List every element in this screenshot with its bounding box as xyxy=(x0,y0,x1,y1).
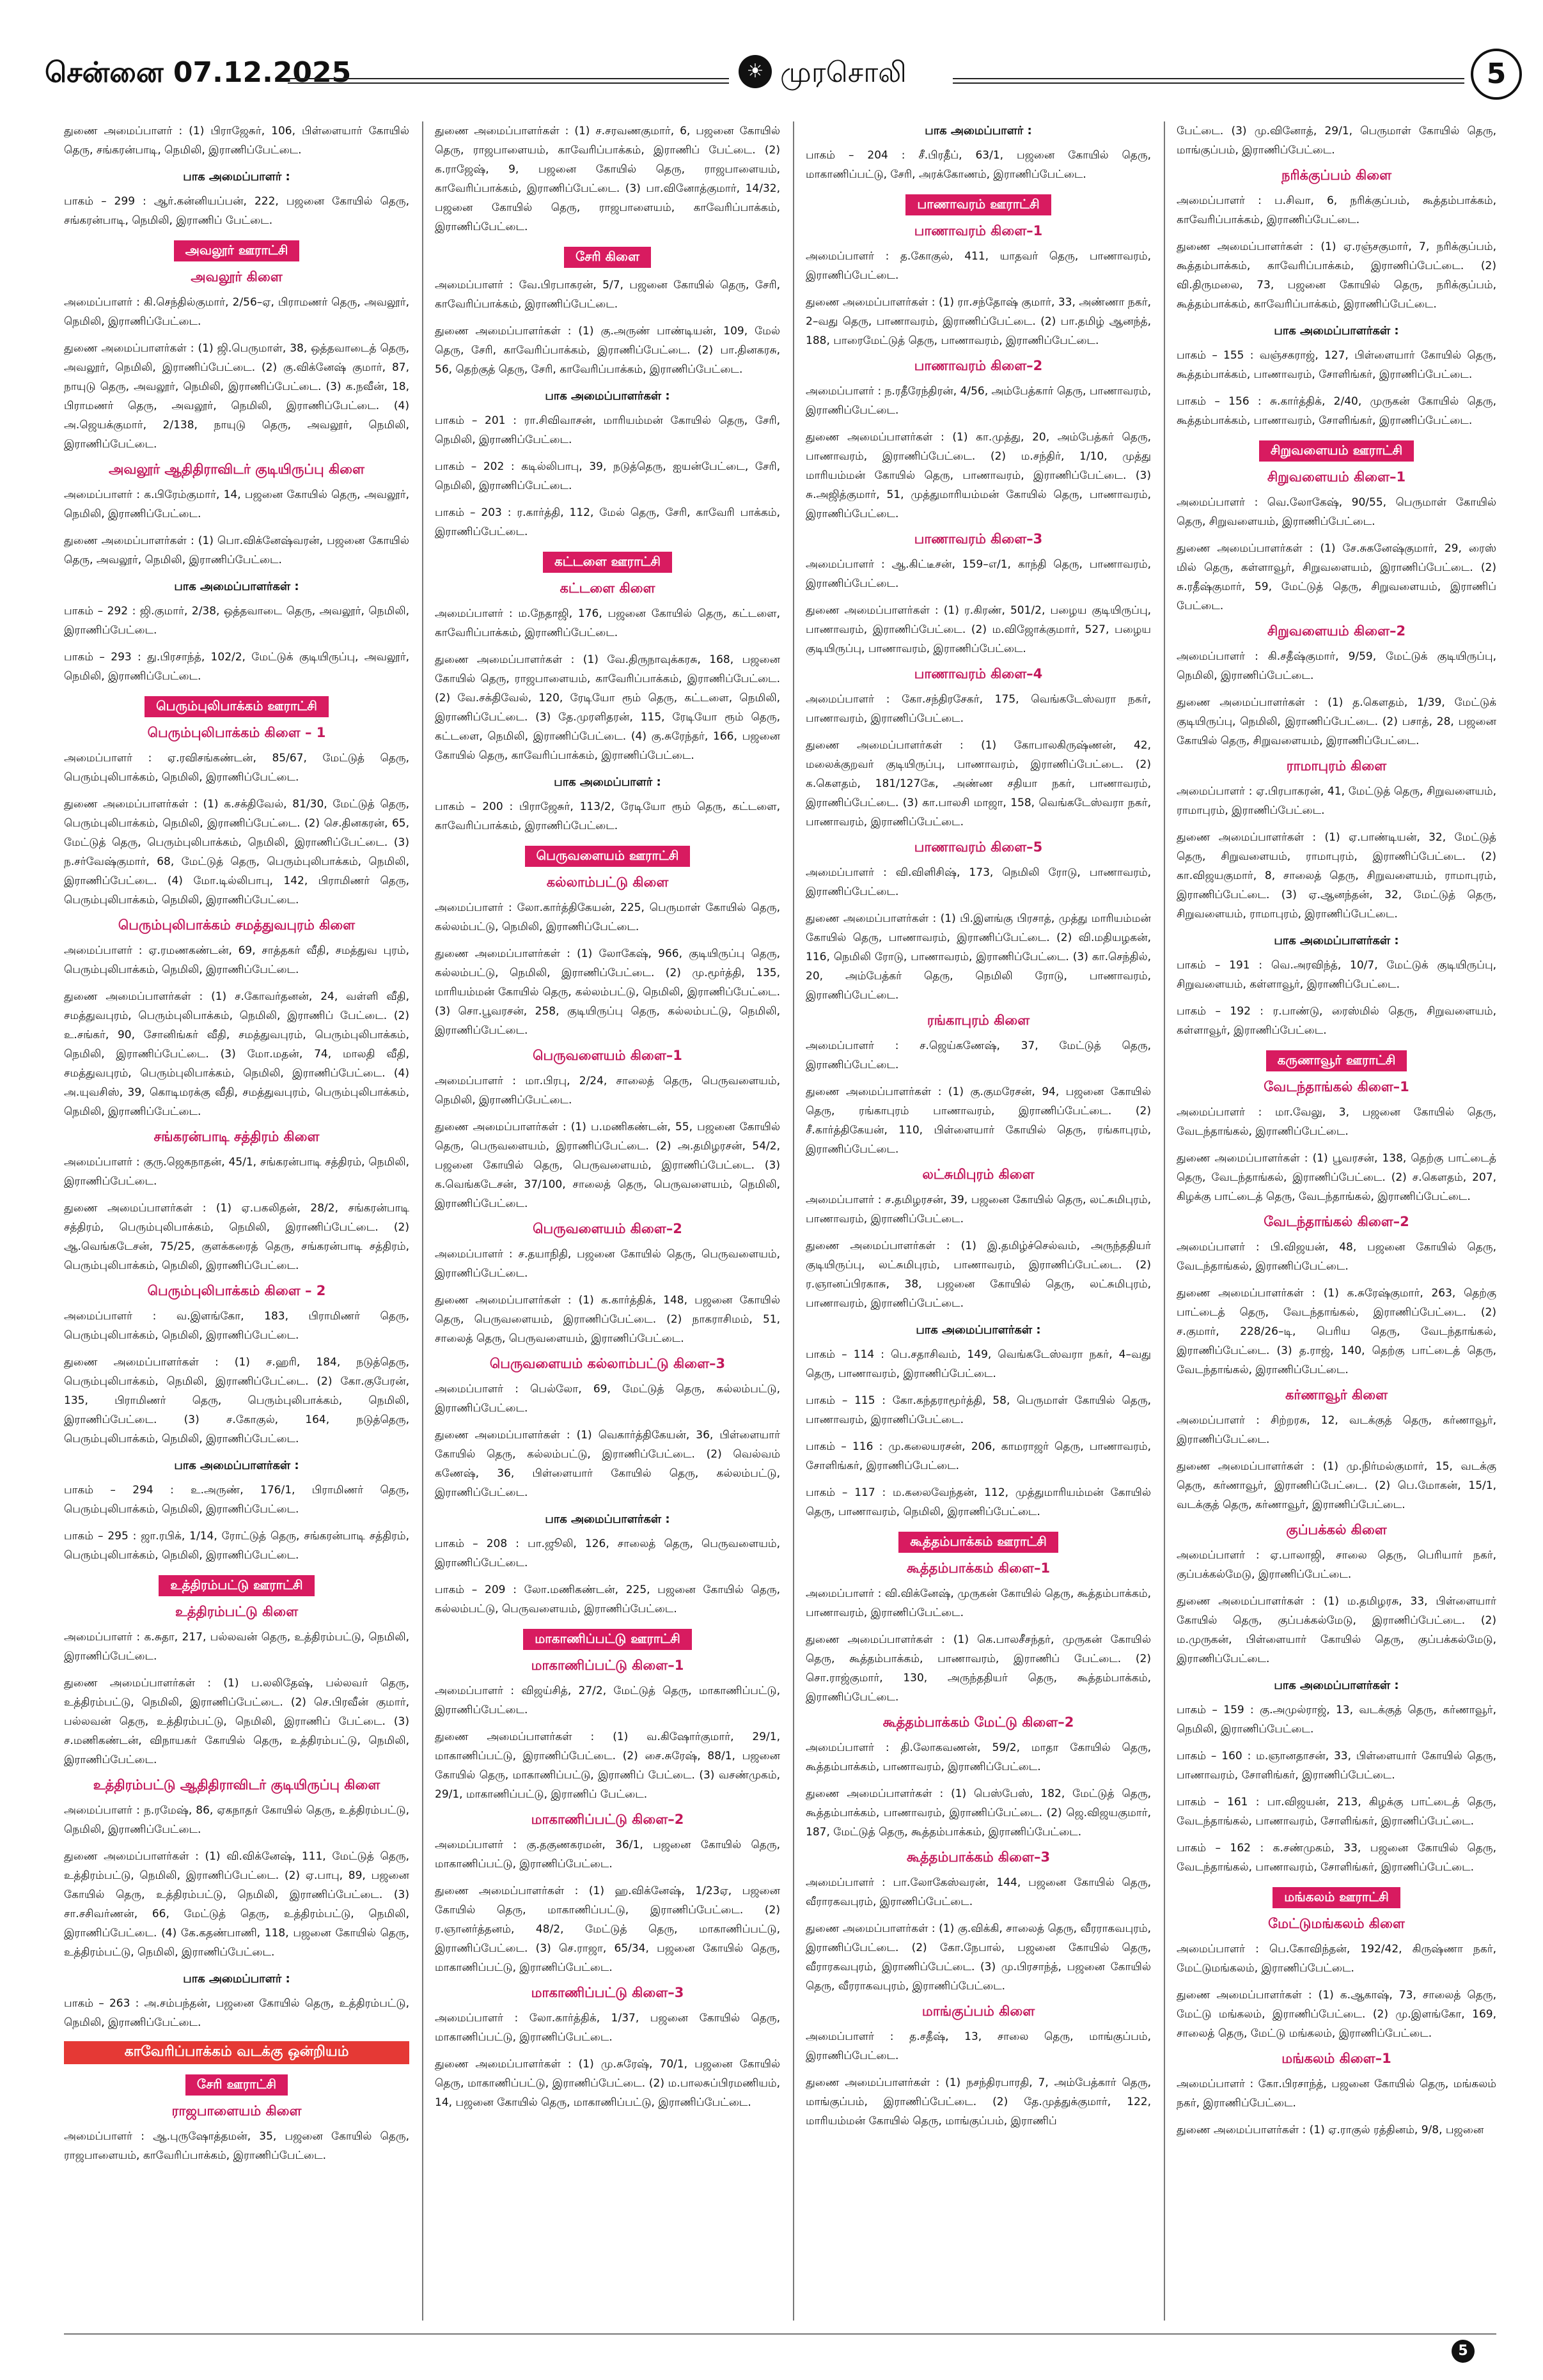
entry: பாகம் – 115 : கோ.கந்தராமூர்த்தி, 58, பெருமாள் கோயில் தெரு, பாணாவரம், இராணிப்பேட்டை. xyxy=(806,1394,1151,1426)
section-label: பாக அமைப்பாளர் : xyxy=(183,170,290,183)
branch-heading: பெரும்புலிபாக்கம் கிளை – 1 xyxy=(147,725,326,740)
column-3 xyxy=(806,121,1151,2321)
entry: பாகம் – 191 : வெ.அரவிந்த், 10/7, மேட்டுக் குடியிருப்பு, சிறுவளையம், கள்ளாவூர், இராணிப்பேட்டை. xyxy=(1177,959,1496,991)
section-label: பாக அமைப்பாளர்கள் : xyxy=(1274,1679,1399,1692)
entry: பாகம் – 295 : ஜா.ரபிக், 1/14, ரோட்டுத் தெரு, சங்கரன்பாடி சத்திரம், பெரும்புலிபாக்கம், நெமிலி, இராணிப்பேட்டை. xyxy=(64,1530,409,1562)
entry: பேட்டை. (3) மு.வினோத், 29/1, பெருமாள் கோயில் தெரு, மாங்குப்பம், இராணிப்பேட்டை. xyxy=(1177,125,1496,157)
entry: பாகம் – 162 : க.சண்முகம், 33, பஜனை கோயில் தெரு, வேடந்தாங்கல், பாணாவரம், சோளிங்கர், இராணிப்பேட்டை. xyxy=(1177,1842,1496,1874)
column-4 xyxy=(1177,121,1496,2321)
entry: துணை அமைப்பாளர்கள் : (1) க.கார்த்திக், 148, பஜனை கோயில் தெரு, பெருவளையம், இராணிப்பேட்டை. (2) நாகராசிமம், 51, சாலைத் தெரு, பெருவளையம், இராணிப்பேட்டை. xyxy=(435,1294,780,1345)
entry: அமைப்பாளர் : ப.சிவா, 6, நரிக்குப்பம், கூத்தம்பாக்கம், காவேரிப்பாக்கம், இராணிப்பேட்டை. xyxy=(1177,194,1496,226)
branch-heading: மங்கலம் கிளை–1 xyxy=(1281,2051,1391,2066)
section-label: பாக அமைப்பாளர்கள் : xyxy=(174,580,299,593)
entry: அமைப்பாளர் : லோ.கார்த்திகேயன், 225, பெருமாள் கோயில் தெரு, கல்லம்பட்டு, நெமிலி, இராணிப்பேட்டை. xyxy=(435,901,780,933)
branch-heading: பாணாவரம் கிளை–2 xyxy=(914,358,1043,373)
branch-heading: உத்திரம்பட்டு கிளை xyxy=(175,1604,299,1619)
entry: துணை அமைப்பாளர்கள் : (1) ஏ.ராகுல் ரத்தினம், 9/8, பஜனை xyxy=(1177,2124,1484,2136)
entry: துணை அமைப்பாளர்கள் : (1) ப.மணிகண்டன், 55, பஜனை கோயில் தெரு, பெருவளையம், இராணிப்பேட்டை. (2) அ.தமிழரசன், 54/2, பஜனை கோயில் தெரு, பெருவளையம், இராணிப்பேட்டை. (3) க.வெங்கடேசன், 37/100, சாலைத் தெரு, பெருவளையம், நெமிலி, இராணிப்பேட்டை. xyxy=(435,1121,780,1210)
entry: அமைப்பாளர் : ச.தமிழரசன், 39, பஜனை கோயில் தெரு, லட்சுமிபுரம், பாணாவரம், இராணிப்பேட்டை. xyxy=(806,1194,1151,1225)
entry: பாகம் – 263 : அ.சம்பந்தன், பஜனை கோயில் தெரு, உத்திரம்பட்டு, நெமிலி, இராணிப்பேட்டை. xyxy=(64,1997,409,2029)
column-divider xyxy=(1164,121,1165,2321)
column-divider xyxy=(793,121,794,2321)
entry: துணை அமைப்பாளர்கள் : (1) ஏ.பகலிதன், 28/2, சங்கரன்பாடி சத்திரம், பெரும்புலிபாக்கம், நெமிலி, இராணிப்பேட்டை. (2) ஆ.வெங்கடேசன், 75/25, குளக்கரைத் தெரு, சங்கரன்பாடி சத்திரம், பெரும்புலிபாக்கம், நெமிலி, இராணிப்பேட்டை. xyxy=(64,1202,409,1272)
entry: அமைப்பாளர் : க.பிரேம்குமார், 14, பஜனை கோயில் தெரு, அவலூர், நெமிலி, இராணிப்பேட்டை. xyxy=(64,488,409,520)
entry: துணை அமைப்பாளர்கள் : (1) பூவரசன், 138, தெற்கு பாட்டைத் தெரு, வேடந்தாங்கல், இராணிப்பேட்டை. (2) ச.கௌதம், 207, கிழக்கு பாட்டைத் தெரு, வேடந்தாங்கல், இராணிப்பேட்டை. xyxy=(1177,1152,1496,1203)
entry: பாகம் – 204 : சீ.பிரதீப், 63/1, பஜனை கோயில் தெரு, மாகாணிப்பட்டு, சேரி, அரக்கோணம், இராணிப்பேட்டை. xyxy=(806,149,1151,181)
entry: துணை அமைப்பாளர்கள் : (1) கு.குமரேசன், 94, பஜனை கோயில் தெரு, ரங்காபுரம் பாணாவரம், இராணிப்பேட்டை. (2) சீ.கார்த்திகேயன், 110, பிள்ளையார் கோயில் தெரு, ரங்காபுரம், இராணிப்பேட்டை. xyxy=(806,1085,1151,1156)
column-1 xyxy=(64,121,409,2321)
entry: அமைப்பாளர் : ச.ஜெய்கணேஷ், 37, மேட்டுத் தெரு, இராணிப்பேட்டை. xyxy=(806,1039,1151,1071)
entry: அமைப்பாளர் : பெல்லோ, 69, மேட்டுத் தெரு, கல்லம்பட்டு, இராணிப்பேட்டை. xyxy=(435,1383,780,1415)
masthead-rule-right xyxy=(953,78,1464,84)
entry: துணை அமைப்பாளர்கள் : (1) வெகார்த்திகேயன், 36, பிள்ளையார் கோயில் தெரு, கல்லம்பட்டு, இராணிப்பேட்டை. (2) வெல்வம் கணேஷ், 36, பிள்ளையார் கோயில் தெரு, கல்லம்பட்டு, இராணிப்பேட்டை. xyxy=(435,1429,780,1499)
entry: அமைப்பாளர் : ஏ.பாலாஜி, சாலை தெரு, பெரியார் நகர், குப்பக்கல்மேடு, இராணிப்பேட்டை. xyxy=(1177,1549,1496,1581)
panchayat-heading: சிறுவளையம் ஊராட்சி xyxy=(1177,440,1496,462)
entry: துணை அமைப்பாளர்கள் : (1) இ.தமிழ்ச்செல்வம், அருந்ததியர் குடியிருப்பு, லட்சுமிபுரம், பாணாவரம், இராணிப்பேட்டை. (2) ர.ஞானப்பிரகாசு, 38, பஜனை கோயில் தெரு, லட்சுமிபுரம், பாணாவரம், இராணிப்பேட்டை. xyxy=(806,1240,1151,1310)
branch-heading: நரிக்குப்பம் கிளை xyxy=(1281,167,1392,183)
entry: பாகம் – 209 : லோ.மணிகண்டன், 225, பஜனை கோயில் தெரு, கல்லம்பட்டு, பெருவளையம், இராணிப்பேட்டை. xyxy=(435,1583,780,1615)
branch-heading: ரங்காபுரம் கிளை xyxy=(927,1013,1030,1028)
entry: பாகம் – 203 : ர.கார்த்தி, 112, மேல் தெரு, சேரி, காவேரி பாக்கம், இராணிப்பேட்டை. xyxy=(435,506,780,538)
panchayat-heading: பாணாவரம் ஊராட்சி xyxy=(806,194,1151,215)
entry: பாகம் – 156 : சு.கார்த்திக், 2/40, முருகன் கோயில் தெரு, கூத்தம்பாக்கம், பாணாவரம், சோளிங்கர், இராணிப்பேட்டை. xyxy=(1177,395,1496,427)
entry: துணை அமைப்பாளர்கள் : (1) வே.திருநாவுக்கரசு, 168, பஜனை கோயில் தெரு, ராஜபாளையம், காவேரிப்பாக்கம், இராணிப்பேட்டை. (2) வே.சக்திவேல், 120, ரேடியோ ரூம் தெரு, கட்டளை, நெமிலி, இராணிப்பேட்டை. (3) தே.முரளிதரன், 115, ரேடியோ ரூம் தெரு, கட்டளை, நெமிலி, இராணிப்பேட்டை. (4) கு.சுரேந்தர், 166, பஜனை கோயில் தெரு, காவேரிப்பாக்கம், இராணிப்பேட்டை. xyxy=(435,653,780,762)
branch-heading: லட்சுமிபுரம் கிளை xyxy=(922,1167,1035,1182)
entry: அமைப்பாளர் : மா.பிரபு, 2/24, சாலைத் தெரு, பெருவளையம், நெமிலி, இராணிப்பேட்டை. xyxy=(435,1075,780,1107)
entry: பாகம் – 159 : கு.அமுல்ராஜ், 13, வடக்குத் தெரு, கர்ணாவூர், நெமிலி, இராணிப்பேட்டை. xyxy=(1177,1704,1496,1736)
entry: பாகம் – 292 : ஜி.குமார், 2/38, ஒத்தவாடை தெரு, அவலூர், நெமிலி, இராணிப்பேட்டை. xyxy=(64,605,409,637)
entry: அமைப்பாளர் : ஏ.ரமணகண்டன், 69, சாத்தகர் வீதி, சமத்துவ புரம், பெரும்புலிபாக்கம், நெமிலி, இராணிப்பேட்டை. xyxy=(64,944,409,976)
entry: பாகம் – 299 : ஆர்.கன்னியப்பன், 222, பஜனை கோயில் தெரு, சங்கரன்பாடி, நெமிலி, இராணிப் பேட்டை. xyxy=(64,195,409,227)
entry: துணை அமைப்பாளர்கள் : (1) ச.ஹரி, 184, நடுத்தெரு, பெரும்புலிபாக்கம், நெமிலி, இராணிப்பேட்டை. (2) கோ.குபேரன், 135, பிராமிணர் தெரு, பெரும்புலிபாக்கம், நெமிலி, இராணிப்பேட்டை. (3) ச.கோகுல், 164, நடுத்தெரு, பெரும்புலிபாக்கம், நெமிலி, இராணிப்பேட்டை. xyxy=(64,1356,409,1445)
branch-heading: வேடந்தாங்கல் கிளை–1 xyxy=(1264,1079,1409,1094)
rising-sun-logo-icon: ☀ xyxy=(739,55,772,88)
entry: அமைப்பாளர் : கி.சதீஷ்குமார், 9/59, மேட்டுக் குடியிருப்பு, நெமிலி, இராணிப்பேட்டை. xyxy=(1177,650,1496,682)
entry: அமைப்பாளர் : கோ.பிரசாந்த், பஜனை கோயில் தெரு, மங்கலம் நகர், இராணிப்பேட்டை. xyxy=(1177,2078,1496,2110)
branch-heading: கட்டளை கிளை xyxy=(560,580,655,596)
section-label: பாக அமைப்பாளர்கள் : xyxy=(174,1459,299,1472)
entry: துணை அமைப்பாளர்கள் : (1) மு.சுரேஷ், 70/1, பஜனை கோயில் தெரு, மாகாணிப்பட்டு, இராணிப்பேட்டை. (2) ம.பாலசுப்பிரமணியம், 14, பஜனை கோயில் தெரு, மாகாணிப்பட்டு, இராணிப்பேட்டை. xyxy=(435,2058,780,2109)
branch-heading: பாணாவரம் கிளை–1 xyxy=(914,223,1043,238)
panchayat-heading: மங்கலம் ஊராட்சி xyxy=(1177,1887,1496,1908)
page-number: 5 xyxy=(1471,49,1522,100)
entry: பாகம் – 293 : து.பிரசாந்த், 102/2, மேட்டுக் குடியிருப்பு, அவலூர், நெமிலி, இராணிப்பேட்டை. xyxy=(64,651,409,683)
entry: துணை அமைப்பாளர்கள் : (1) கோபாலகிருஷ்ணன், 42, மலைக்குறவர் குடியிருப்பு, பாணாவரம், இராணிப்பேட்டை. (2) க.கௌதம், 181/127கே, அண்ண சதியா நகர், பாணாவரம், இராணிப்பேட்டை. (3) கா.பாலசி மாஜா, 158, வெங்கடேஸ்வரா நகர், பாணாவரம், இராணிப்பேட்டை. xyxy=(806,739,1151,828)
section-label: பாக அமைப்பாளர்கள் : xyxy=(545,1513,670,1526)
entry: அமைப்பாளர் : ந.ரமேஷ், 86, ஏகநாதர் கோயில் தெரு, உத்திரம்பட்டு, நெமிலி, இராணிப்பேட்டை. xyxy=(64,1804,409,1836)
entry: துணை அமைப்பாளர்கள் : (1) வி.விக்னேஷ், 111, மேட்டுத் தெரு, உத்திரம்பட்டு, நெமிலி, இராணிப்பேட்டை. (2) ஏ.பாபு, 89, பஜனை கோயில் தெரு, உத்திரம்பட்டு, நெமிலி, இராணிப்பேட்டை. (3) சா.சசிவர்ணன், 66, மேட்டுத் தெரு, உத்திரம்பட்டு, நெமிலி, இராணிப்பேட்டை. (4) கே.கதண்பாணி, 118, பஜனை கோயில் தெரு, உத்திரம்பட்டு, நெமிலி, இராணிப்பேட்டை. xyxy=(64,1850,409,1959)
article-columns xyxy=(64,121,1496,2321)
entry: துணை அமைப்பாளர்கள் : (1) லோகேஷ், 966, குடியிருப்பு தெரு, கல்லம்பட்டு, நெமிலி, இராணிப்பேட்டை. (2) மு.மூர்த்தி, 135, மாரியம்மன் கோயில் தெரு, கல்லம்பட்டு, நெமிலி, இராணிப்பேட்டை. (3) சொ.பூவரசன், 258, குடியிருப்பு தெரு, கல்லம்பட்டு, நெமிலி, இராணிப்பேட்டை. xyxy=(435,947,780,1037)
footer-page-number: 5 xyxy=(1452,2340,1475,2363)
column-divider xyxy=(422,121,423,2321)
branch-heading: கல்லாம்பட்டு கிளை xyxy=(546,875,669,890)
panchayat-heading: கருணாவூர் ஊராட்சி xyxy=(1177,1050,1496,1071)
entry: துணை அமைப்பாளர்கள் : (1) க.ஆகாஷ், 73, சாலைத் தெரு, மேட்டு மங்கலம், இராணிப்பேட்டை. (2) மு.இளங்கோ, 169, சாலைத் தெரு, மேட்டு மங்கலம், இராணிப்பேட்டை. xyxy=(1177,1989,1496,2040)
entry: துணை அமைப்பாளர்கள் : (1) பெஸ்பேஸ், 182, மேட்டுத் தெரு, கூத்தம்பாக்கம், பாணாவரம், இராணிப்பேட்டை. (2) ஜெ.விஜயகுமார், 187, மேட்டுத் தெரு, கூத்தம்பாக்கம், இராணிப்பேட்டை. xyxy=(806,1787,1151,1839)
entry: துணை அமைப்பாளர்கள் : (1) கெ.பாலசீசந்தர், முருகன் கோயில் தெரு, கூத்தம்பாக்கம், பாணாவரம், இராணிப் பேட்டை. (2) சொ.ராஜ்குமார், 130, அருந்ததியர் தெரு, கூத்தம்பாக்கம், இராணிப்பேட்டை. xyxy=(806,1633,1151,1704)
newspaper-name: முரசொலி xyxy=(780,56,907,89)
branch-heading: பெரும்புலிபாக்கம் கிளை – 2 xyxy=(147,1283,326,1298)
entry: துணை அமைப்பாளர்கள் : (1) ப.லலிதேஷ், பல்லவர் தெரு, உத்திரம்பட்டு, நெமிலி, இராணிப்பேட்டை. (2) செ.பிரவீன் குமார், பல்லவன் தெரு, உத்திரம்பட்டு, நெமிலி, இராணிப் பேட்டை. (3) ச.மணிகண்டன், விநாயகர் கோயில் தெரு, உத்திரம்பட்டு, நெமிலி, இராணிப்பேட்டை. xyxy=(64,1677,409,1766)
section-label: பாக அமைப்பாளர்கள் : xyxy=(916,1323,1041,1337)
entry: பாகம் – 201 : ரா.சிவிவாசன், மாரியம்மன் கோயில் தெரு, சேரி, நெமிலி, இராணிப்பேட்டை. xyxy=(435,414,780,446)
entry: அமைப்பாளர் : கோ.சந்திரசேகர், 175, வெங்கடேஸ்வரா நகர், பாணாவரம், இராணிப்பேட்டை. xyxy=(806,693,1151,725)
entry: அமைப்பாளர் : தி.லோகவணன், 59/2, மாதா கோயில் தெரு, கூத்தம்பாக்கம், பாணாவரம், இராணிப்பேட்டை. xyxy=(806,1741,1151,1773)
entry: அமைப்பாளர் : ஆ.கிட்டீசன், 159–எ/1, காந்தி தெரு, பாணாவரம், இராணிப்பேட்டை. xyxy=(806,558,1151,590)
branch-heading: மாங்குப்பம் கிளை xyxy=(921,2003,1035,2019)
entry: அமைப்பாளர் : மா.வேலு, 3, பஜனை கோயில் தெரு, வேடந்தாங்கல், இராணிப்பேட்டை. xyxy=(1177,1106,1496,1138)
entry: அமைப்பாளர் : ஏ.பிரபாகரன், 41, மேட்டுத் தெரு, சிறுவளையம், ராமாபுரம், இராணிப்பேட்டை. xyxy=(1177,785,1496,817)
entry: துணை அமைப்பாளர்கள் : (1) க.சுரேஷ்குமார், 263, தெற்கு பாட்டைத் தெரு, வேடந்தாங்கல், இராணிப்பேட்டை. (2) ச.குமார், 228/26–டி, பெரிய தெரு, வேடந்தாங்கல், இராணிப்பேட்டை. (3) த.ராஜ், 140, தெற்கு பாட்டைத் தெரு, வேடந்தாங்கல், இராணிப்பேட்டை. xyxy=(1177,1287,1496,1376)
entry: பாகம் – 117 : ம.கலைவேந்தன், 112, முத்துமாரியம்மன் கோயில் தெரு, பாணாவரம், நெமிலி, இராணிப்பேட்டை. xyxy=(806,1486,1151,1518)
entry: அமைப்பாளர் : த.சதீஷ், 13, சாலை தெரு, மாங்குப்பம், இராணிப்பேட்டை. xyxy=(806,2030,1151,2062)
entry: அமைப்பாளர் : க.சுதா, 217, பல்லவன் தெரு, உத்திரம்பட்டு, நெமிலி, இராணிப்பேட்டை. xyxy=(64,1631,409,1663)
entry: பாகம் – 192 : ர.பாண்டு, ரைஸ்மில் தெரு, சிறுவளையம், கள்ளாவூர், இராணிப்பேட்டை. xyxy=(1177,1005,1496,1037)
branch-heading: ராஜபாளையம் கிளை xyxy=(171,2103,302,2119)
entry: அமைப்பாளர் : ஆ.புருஷோத்தமன், 35, பஜனை கோயில் தெரு, ராஜபாளையம், காவேரிப்பாக்கம், இராணிப்பேட்டை. xyxy=(64,2130,409,2162)
masthead-rule-left xyxy=(288,78,729,84)
panchayat-heading: மாகாணிப்பட்டு ஊராட்சி xyxy=(435,1629,780,1650)
entry: துணை அமைப்பாளர்கள் : (1) மு.நிர்மல்குமார், 15, வடக்கு தெரு, கர்ணாவூர், இராணிப்பேட்டை. (2) பெ.மோகன், 15/1, வடக்குத் தெரு, கர்ணாவூர், இராணிப்பேட்டை. xyxy=(1177,1460,1496,1511)
section-label: பாக அமைப்பாளர்கள் : xyxy=(1274,324,1399,338)
entry: அமைப்பாளர் : வி.விக்னேஷ், முருகன் கோயில் தெரு, கூத்தம்பாக்கம், பாணாவரம், இராணிப்பேட்டை. xyxy=(806,1587,1151,1619)
branch-heading: பாணாவரம் கிளை–4 xyxy=(914,666,1043,681)
entry: துணை அமைப்பாளர்கள் : (1) ம.தமிழரசு, 33, பிள்ளையார் கோயில் தெரு, குப்பக்கல்மேடு, இராணிப்பேட்டை. (2) ம.முருகன், பிள்ளையார் கோயில் தெரு, குப்பக்கல்மேடு, இராணிப்பேட்டை. xyxy=(1177,1595,1496,1665)
entry: துணை அமைப்பாளர்கள் : (1) ஏ.பாண்டியன், 32, மேட்டுத் தெரு, சிறுவளையம், ராமாபுரம், இராணிப்பேட்டை. (2) கா.விஜயகுமார், 8, சாலைத் தெரு, சிறுவளையம், ராமாபுரம், இராணிப்பேட்டை. (3) ஏ.ஆனந்தன், 32, மேட்டுத் தெரு, சிறுவளையம், ராமாபுரம், இராணிப்பேட்டை. xyxy=(1177,831,1496,921)
entry: அமைப்பாளர் : விஜய்சித், 27/2, மேட்டுத் தெரு, மாகாணிப்பட்டு, இராணிப்பேட்டை. xyxy=(435,1684,780,1716)
panchayat-heading: உத்திரம்பட்டு ஊராட்சி xyxy=(64,1575,409,1596)
section-label: பாக அமைப்பாளர் : xyxy=(554,775,661,789)
panchayat-heading: பெரும்புலிபாக்கம் ஊராட்சி xyxy=(64,696,409,717)
branch-heading: பெருவளையம் கிளை–1 xyxy=(533,1048,682,1063)
entry: துணை அமைப்பாளர்கள் : (1) ரா.சந்தோஷ் குமார், 33, அண்ணா நகர், 2–வது தெரு, பாணாவரம், இராணிப்பேட்டை. (2) பா.தமிழ் ஆனந்த், 188, பாரைமேட்டுத் தெரு, பாணாவரம், இராணிப்பேட்டை. xyxy=(806,296,1151,347)
branch-heading: கூத்தம்பாக்கம் கிளை–3 xyxy=(906,1849,1051,1865)
branch-heading: பெருவளையம் கல்லாம்பட்டு கிளை–3 xyxy=(489,1356,726,1371)
column-2 xyxy=(435,121,780,2321)
branch-heading: வேடந்தாங்கல் கிளை–2 xyxy=(1264,1214,1409,1229)
panchayat-heading: பெருவளையம் ஊராட்சி xyxy=(435,846,780,867)
branch-heading: மேட்டுமங்கலம் கிளை xyxy=(1268,1916,1405,1931)
branch-heading: சங்கரன்பாடி சத்திரம் கிளை xyxy=(153,1129,320,1144)
entry: துணை அமைப்பாளர்கள் : (1) ஹ.விக்னேஷ், 1/23ஏ, பஜனை கோயில் தெரு, மாகாணிப்பட்டு, இராணிப்பேட்டை. (2) ர.ஞானர்த்தனம், 48/2, மேட்டுத் தெரு, மாகாணிப்பட்டு, இராணிப்பேட்டை. (3) செ.ராஜா, 65/34, பஜனை கோயில் தெரு, மாகாணிப்பட்டு, இராணிப்பேட்டை. xyxy=(435,1885,780,1974)
entry: துணை அமைப்பாளர்கள் : (1) சே.சுகனேஷ்குமார், 29, ரைஸ் மில் தெரு, கள்ளாவூர், சிறுவளையம், இராணிப்பேட்டை. (2) சு.ரதீஷ்குமார், 59, மேட்டுத் தெரு, சிறுவளையம், இராணிப் பேட்டை. xyxy=(1177,542,1496,612)
entry: அமைப்பாளர் : வ.இளங்கோ, 183, பிராமிணர் தெரு, பெரும்புலிபாக்கம், நெமிலி, இராணிப்பேட்டை. xyxy=(64,1310,409,1342)
entry: பாகம் – 202 : கடில்லிபாபு, 39, நடுத்தெரு, ஐயன்பேட்டை, சேரி, நெமிலி, இராணிப்பேட்டை. xyxy=(435,460,780,492)
entry: அமைப்பாளர் : பி.விஜயன், 48, பஜனை கோயில் தெரு, வேடந்தாங்கல், இராணிப்பேட்டை. xyxy=(1177,1241,1496,1273)
footer-rule xyxy=(64,2333,1496,2335)
entry: துணை அமைப்பாளர்கள் : (1) வ.கிஷோர்குமார், 29/1, மாகாணிப்பட்டு, இராணிப்பேட்டை. (2) சை.சுரேஷ், 88/1, பஜனை கோயில் தெரு, மாகாணிப்பட்டு, இராணிப் பேட்டை. (3) வசண்முகம், 29/1, மாகாணிப்பட்டு, இராணிப் பேட்டை. xyxy=(435,1731,780,1801)
entry: துணை அமைப்பாளர்கள் : (1) நசந்திரபாரதி, 7, அம்பேத்கார் தெரு, மாங்குப்பம், இராணிப்பேட்டை. (2) தே.முத்துக்குமார், 122, மாரியம்மன் கோயில் தெரு, மாங்குப்பம், இராணிப் xyxy=(806,2076,1151,2127)
branch-heading: சிறுவளையம் கிளை–1 xyxy=(1267,469,1406,485)
branch-heading: சிறுவளையம் கிளை–2 xyxy=(1267,623,1406,639)
branch-heading: உத்திரம்பட்டு ஆதிதிராவிடர் குடியிருப்பு கிளை xyxy=(93,1777,380,1793)
entry: துணை அமைப்பாளர்கள் : (1) ஏ.ரஞ்சகுமார், 7, நரிக்குப்பம், கூத்தம்பாக்கம், காவேரிப்பாக்கம், இராணிப்பேட்டை. (2) வி.திருமலை, 73, பஜனை கோயில் தெரு, நரிக்குப்பம், கூத்தம்பாக்கம், காவேரிப்பாக்கம், இராணிப்பேட்டை. xyxy=(1177,240,1496,311)
branch-heading: பெருவளையம் கிளை–2 xyxy=(533,1221,682,1236)
entry: பாகம் – 208 : பா.ஜூலி, 126, சாலைத் தெரு, பெருவளையம், இராணிப்பேட்டை. xyxy=(435,1537,780,1569)
branch-heading: ராமாபுரம் கிளை xyxy=(1286,758,1387,774)
entry: பாகம் – 155 : வஞ்சகராஜ், 127, பிள்ளையார் கோயில் தெரு, கூத்தம்பாக்கம், பாணாவரம், சோளிங்கர், இராணிப்பேட்டை. xyxy=(1177,349,1496,381)
branch-heading: மாகாணிப்பட்டு கிளை–2 xyxy=(531,1812,684,1827)
section-label: பாக அமைப்பாளர் : xyxy=(925,124,1032,137)
entry: துணை அமைப்பாளர்கள் : (1) பொ.விக்னேஷ்வரன், பஜனை கோயில் தெரு, அவலூர், நெமிலி, இராணிப்பேட்டை. xyxy=(64,534,409,566)
entry: துணை அமைப்பாளர்கள் : (1) கு.அருண் பாண்டியன், 109, மேல் தெரு, சேரி, காவேரிப்பாக்கம், இராணிப்பேட்டை. (2) பா.தினகரசு, 56, தெற்குத் தெரு, சேரி, காவேரிப்பாக்கம், இராணிப்பேட்டை. xyxy=(435,325,780,376)
branch-heading: பெரும்புலிபாக்கம் சமத்துவபுரம் கிளை xyxy=(118,917,356,933)
entry: அமைப்பாளர் : வே.பிரபாகரன், 5/7, பஜனை கோயில் தெரு, சேரி, காவேரிப்பாக்கம், இராணிப்பேட்டை. xyxy=(435,279,780,311)
entry: துணை அமைப்பாளர்கள் : (1) ச.சரவணகுமார், 6, பஜனை கோயில் தெரு, ராஜபாளையம், காவேரிப்பாக்கம், இராணிப் பேட்டை. (2) க.ராஜேஷ், 9, பஜனை கோயில் தெரு, ராஜபாளையம், காவேரிப்பாக்கம், இராணிப்பேட்டை. (3) பா.வினோத்குமார், 14/32, பஜனை கோயில் தெரு, ராஜபாளையம், காவேரிப்பாக்கம், இராணிப்பேட்டை. xyxy=(435,125,780,233)
entry: அமைப்பாளர் : கி.செந்தில்குமார், 2/56–ஏ, பிராமணர் தெரு, அவலூர், நெமிலி, இராணிப்பேட்டை. xyxy=(64,296,409,328)
entry: அமைப்பாளர் : வி.விளிசிஷ், 173, நெமிலி ரோடு, பாணாவரம், இராணிப்பேட்டை. xyxy=(806,866,1151,898)
entry: அமைப்பாளர் : ம.நேதாஜி, 176, பஜனை கோயில் தெரு, கட்டளை, காவேரிப்பாக்கம், இராணிப்பேட்டை. xyxy=(435,607,780,639)
entry: பாகம் – 200 : பிராஜேசுர், 113/2, ரேடியோ ரூம் தெரு, கட்டளை, காவேரிப்பாக்கம், இராணிப்பேட்டை. xyxy=(435,800,780,832)
entry: அமைப்பாளர் : பெ.கோவிந்தன், 192/42, கிருஷ்ணா நகர், மேட்டுமங்கலம், இராணிப்பேட்டை. xyxy=(1177,1943,1496,1975)
section-label: பாக அமைப்பாளர்கள் : xyxy=(545,389,670,403)
entry: அமைப்பாளர் : ஏ.ரவிசங்கண்டன், 85/67, மேட்டுத் தெரு, பெரும்புலிபாக்கம், நெமிலி, இராணிப்பேட்டை. xyxy=(64,752,409,784)
branch-heading: பாணாவரம் கிளை–5 xyxy=(914,839,1043,855)
branch-heading: கூத்தம்பாக்கம் கிளை–1 xyxy=(906,1560,1051,1576)
branch-heading: பாணாவரம் கிளை–3 xyxy=(914,531,1043,547)
entry: அமைப்பாளர் : த.கோகுல், 411, யாதவர் தெரு, பாணாவரம், இராணிப்பேட்டை. xyxy=(806,250,1151,282)
entry: பாகம் – 160 : ம.ஞானதாசன், 33, பிள்ளையார் கோயில் தெரு, பாணாவரம், சோளிங்கர், இராணிப்பேட்டை. xyxy=(1177,1750,1496,1782)
section-label: பாக அமைப்பாளர்கள் : xyxy=(1274,934,1399,947)
entry: அமைப்பாளர் : ச.தயாநிதி, பஜனை கோயில் தெரு, பெருவளையம், இராணிப்பேட்டை. xyxy=(435,1248,780,1280)
panchayat-heading: அவலூர் ஊராட்சி xyxy=(64,240,409,261)
entry: அமைப்பாளர் : சிற்றரசு, 12, வடக்குத் தெரு, கர்ணாவூர், இராணிப்பேட்டை. xyxy=(1177,1414,1496,1446)
branch-heading: கர்ணாவூர் கிளை xyxy=(1285,1387,1388,1403)
branch-heading: மாகாணிப்பட்டு கிளை–3 xyxy=(531,1985,684,2000)
entry: அமைப்பாளர் : வெ.லோகேஷ், 90/55, பெருமாள் கோயில் தெரு, சிறுவளையம், இராணிப்பேட்டை. xyxy=(1177,496,1496,528)
union-heading: காவேரிப்பாக்கம் வடக்கு ஒன்றியம் xyxy=(64,2041,409,2064)
entry: பாகம் – 114 : பெ.சதாசிவம், 149, வெங்கடேஸ்வரா நகர், 4–வது தெரு, பாணாவரம், இராணிப்பேட்டை. xyxy=(806,1348,1151,1380)
edition-date: சென்னை 07.12.2025 xyxy=(45,56,352,89)
section-label: பாக அமைப்பாளர் : xyxy=(183,1972,290,1986)
panchayat-heading: கூத்தம்பாக்கம் ஊராட்சி xyxy=(806,1532,1151,1553)
entry: துணை அமைப்பாளர்கள் : (1) க.சக்திவேல், 81/30, மேட்டுத் தெரு, பெரும்புலிபாக்கம், நெமிலி, இராணிப்பேட்டை. (2) செ.தினகரன், 65, மேட்டுத் தெரு, பெரும்புலிபாக்கம், நெமிலி, இராணிப்பேட்டை. (3) ந.சர்வேஷ்குமார், 68, மேட்டுத் தெரு, பெரும்புலிபாக்கம், நெமிலி, இராணிப்பேட்டை. (4) மோ.டில்லிபாபு, 142, பிராமிணர் தெரு, பெரும்புலிபாக்கம், நெமிலி, இராணிப்பேட்டை. xyxy=(64,798,409,906)
entry: துணை அமைப்பாளர்கள் : (1) ர.கிரண், 501/2, பழைய குடியிருப்பு, பாணாவரம், இராணிப்பேட்டை. (2) ம.விஜோக்குமார், 527, பழைய குடியிருப்பு, பாணாவரம், இராணிப்பேட்டை. xyxy=(806,604,1151,655)
entry: துணை அமைப்பாளர்கள் : (1) த.கௌதம், 1/39, மேட்டுக் குடியிருப்பு, நெமிலி, இராணிப்பேட்டை. (2) பசாத், 28, பஜனை கோயில் தெரு, சிறுவளையம், இராணிப்பேட்டை. xyxy=(1177,696,1496,747)
entry: துணை அமைப்பாளர்கள் : (1) ஜி.பெருமாள், 38, ஒத்தவாடைத் தெரு, அவலூர், நெமிலி, இராணிப்பேட்டை. (2) கு.விக்னேஷ் குமார், 87, நாயுடு தெரு, அவலூர், நெமிலி, இராணிப்பேட்டை. (3) க.நவீன், 18, பிராமணர் தெரு, அவலூர், நெமிலி, இராணிப்பேட்டை. (4) அ.ஜெயக்குமார், 2/138, நாயுடு தெரு, அவலூர், நெமிலி, இராணிப்பேட்டை. xyxy=(64,342,409,451)
entry: அமைப்பாளர் : ந.ரதீரேந்திரன், 4/56, அம்பேத்கார் தெரு, பாணாவரம், இராணிப்பேட்டை. xyxy=(806,385,1151,417)
panchayat-heading: சேரி கிளை xyxy=(435,247,780,268)
branch-heading: அவலூர் கிளை xyxy=(191,269,283,284)
panchayat-heading: சேரி ஊராட்சி xyxy=(64,2074,409,2096)
panchayat-heading: கட்டளை ஊராட்சி xyxy=(435,552,780,573)
masthead xyxy=(38,45,1509,109)
entry: துணை அமைப்பாளர்கள் : (1) கு.விக்கி, சாலைத் தெரு, வீரராகவபுரம், இராணிப்பேட்டை. (2) கோ.நேபால், பஜனை கோயில் தெரு, வீராரகவபுரம், இராணிப்பேட்டை. (3) மு.பிரசாந்த், பஜனை கோயில் தெரு, வீரராகவபுரம், இராணிப்பேட்டை. xyxy=(806,1922,1151,1993)
branch-heading: அவலூர் ஆதிதிராவிடர் குடியிருப்பு கிளை xyxy=(109,462,364,477)
branch-heading: கூத்தம்பாக்கம் மேட்டு கிளை–2 xyxy=(882,1715,1074,1730)
entry: துணை அமைப்பாளர்கள் : (1) பி.இளங்கு பிரசாத், முத்து மாரியம்மன் கோயில் தெரு, பாணாவரம், இராணிப்பேட்டை. (2) வி.மதியழகன், 116, நெமிலி ரோடு, பாணாவரம், இராணிப்பேட்டை. (3) கா.செந்தில், 20, அம்பேத்கர் தெரு, நெமிலி ரோடு, பாணாவரம், இராணிப்பேட்டை. xyxy=(806,912,1151,1002)
entry: துணை அமைப்பாளர் : (1) பிராஜேசுர், 106, பிள்ளையார் கோயில் தெரு, சங்கரன்பாடி, நெமிலி, இராணிப்பேட்டை. xyxy=(64,125,409,157)
entry: அமைப்பாளர் : பா.லோகேஸ்வரன், 144, பஜனை கோயில் தெரு, வீராரகவபுரம், இராணிப்பேட்டை. xyxy=(806,1876,1151,1908)
entry: துணை அமைப்பாளர்கள் : (1) ச.கோவர்தனன், 24, வள்ளி வீதி, சமத்துவபுரம், பெரும்புலிபாக்கம், நெமிலி, இராணிப் பேட்டை. (2) உ.சங்கர், 90, சோனிங்கர் வீதி, சமத்துவபுரம், பெரும்புலிபாக்கம், நெமிலி, இராணிப்பேட்டை. (3) மோ.மதன், 74, மாலதி வீதி, சமத்துவபுரம், பெரும்புலிபாக்கம், நெமிலி, இராணிப்பேட்டை. (4) அ.யுவசிஸ், 39, கொடிமரக்கு வீதி, சமத்துவபுரம், பெரும்புலிபாக்கம், நெமிலி, இராணிப்பேட்டை. xyxy=(64,990,409,1118)
entry: பாகம் – 116 : மு.கலையரசன், 206, காமராஜர் தெரு, பாணாவரம், சோளிங்கர், இராணிப்பேட்டை. xyxy=(806,1440,1151,1472)
entry: அமைப்பாளர் : லோ.கார்த்திக், 1/37, பஜனை கோயில் தெரு, மாகாணிப்பட்டு, இராணிப்பேட்டை. xyxy=(435,2012,780,2044)
branch-heading: மாகாணிப்பட்டு கிளை–1 xyxy=(531,1658,684,1673)
entry: அமைப்பாளர் : கு.தகுணகரமன், 36/1, பஜனை கோயில் தெரு, மாகாணிப்பட்டு, இராணிப்பேட்டை. xyxy=(435,1839,780,1871)
entry: துணை அமைப்பாளர்கள் : (1) கா.முத்து, 20, அம்பேத்கர் தெரு, பாணாவரம், இராணிப்பேட்டை. (2) ம.சந்திர், 1/10, முத்து மாரியம்மன் கோயில் தெரு, பாணாவரம், இராணிப்பேட்டை. (3) சு.அஜித்குமார், 51, முத்துமாரியம்மன் கோயில் தெரு, பாணாவரம், இராணிப்பேட்டை. xyxy=(806,431,1151,520)
entry: பாகம் – 161 : பா.விஜயன், 213, கிழக்கு பாட்டைத் தெரு, வேடந்தாங்கல், பாணாவரம், சோளிங்கர், இராணிப்பேட்டை. xyxy=(1177,1796,1496,1828)
entry: பாகம் – 294 : உ.அருண், 176/1, பிராமிணர் தெரு, பெரும்புலிபாக்கம், நெமிலி, இராணிப்பேட்டை. xyxy=(64,1484,409,1516)
entry: அமைப்பாளர் : குரு.ஜெகநாதன், 45/1, சங்கரன்பாடி சத்திரம், நெமிலி, இராணிப்பேட்டை. xyxy=(64,1156,409,1188)
branch-heading: குப்பக்கல் கிளை xyxy=(1286,1522,1387,1537)
